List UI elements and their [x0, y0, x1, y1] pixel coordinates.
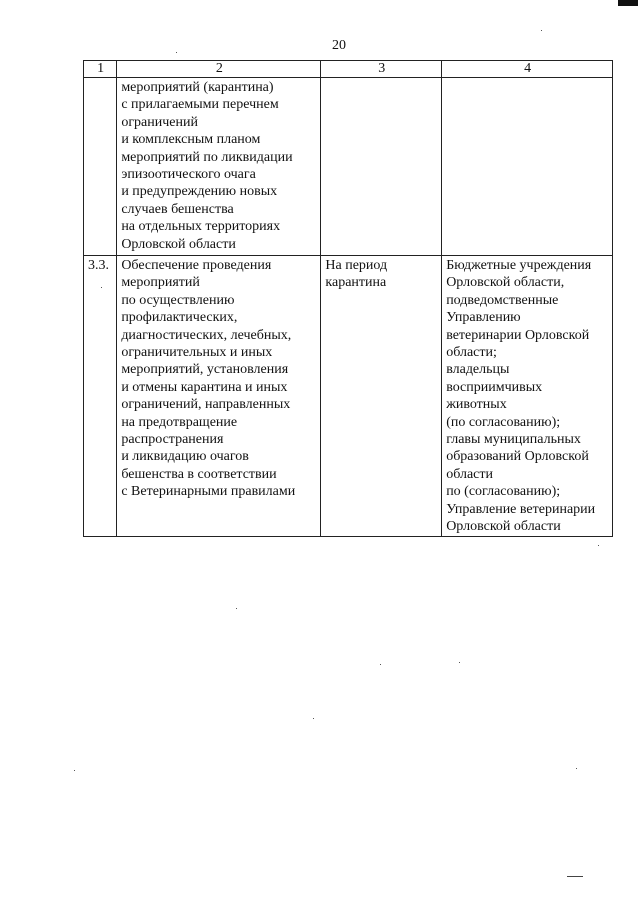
column-header-2: 2: [117, 61, 321, 78]
scan-speck: [313, 718, 314, 719]
scan-speck: [74, 770, 75, 771]
column-header-3: 3: [321, 61, 442, 78]
period-cell: На период карантина: [321, 256, 442, 537]
row-number-cell: [84, 78, 117, 256]
executors-cell: Бюджетные учреждения Орловской области, подведомственные Управлению ветеринарии Орловской области; владельцы восприимчивых животных (по согласованию); главы муниципальных образований Орловской области по (согласованию); Управление ветеринарии Орловской области: [442, 256, 613, 537]
executors-cell: [442, 78, 613, 256]
row-number-cell: 3.3.: [84, 256, 117, 537]
column-header-1: 1: [84, 61, 117, 78]
column-header-4: 4: [442, 61, 613, 78]
period-cell: [321, 78, 442, 256]
scan-corner-mark: [618, 0, 638, 6]
scan-speck: [101, 287, 102, 288]
scan-speck: [598, 545, 599, 546]
scan-speck: [459, 662, 460, 663]
scan-speck: [541, 30, 542, 31]
table-header-row: [84, 61, 613, 78]
scan-speck: [176, 52, 177, 53]
scan-speck: [236, 608, 237, 609]
scan-speck: [380, 664, 381, 665]
scan-speck: [576, 768, 577, 769]
table-row: [84, 256, 613, 537]
table-row: [84, 78, 613, 256]
scan-dash: [567, 876, 583, 877]
measures-table: [83, 60, 613, 537]
measure-cell: Обеспечение проведения мероприятий по осуществлению профилактических, диагностических, лечебных, ограничительных и иных мероприятий, установления и отмены карантина и иных ограничений, направленных на предотвращение распространения и ликвидацию очагов бешенства в соответствии с Ветеринарными правилами: [117, 256, 321, 537]
page-number: 20: [332, 38, 346, 53]
measure-cell: мероприятий (карантина) с прилагаемыми перечнем ограничений и комплексным планом мероприятий по ликвидации эпизоотического очага и предупреждению новых случаев бешенства на отдельных территориях Орловской области: [117, 78, 321, 256]
